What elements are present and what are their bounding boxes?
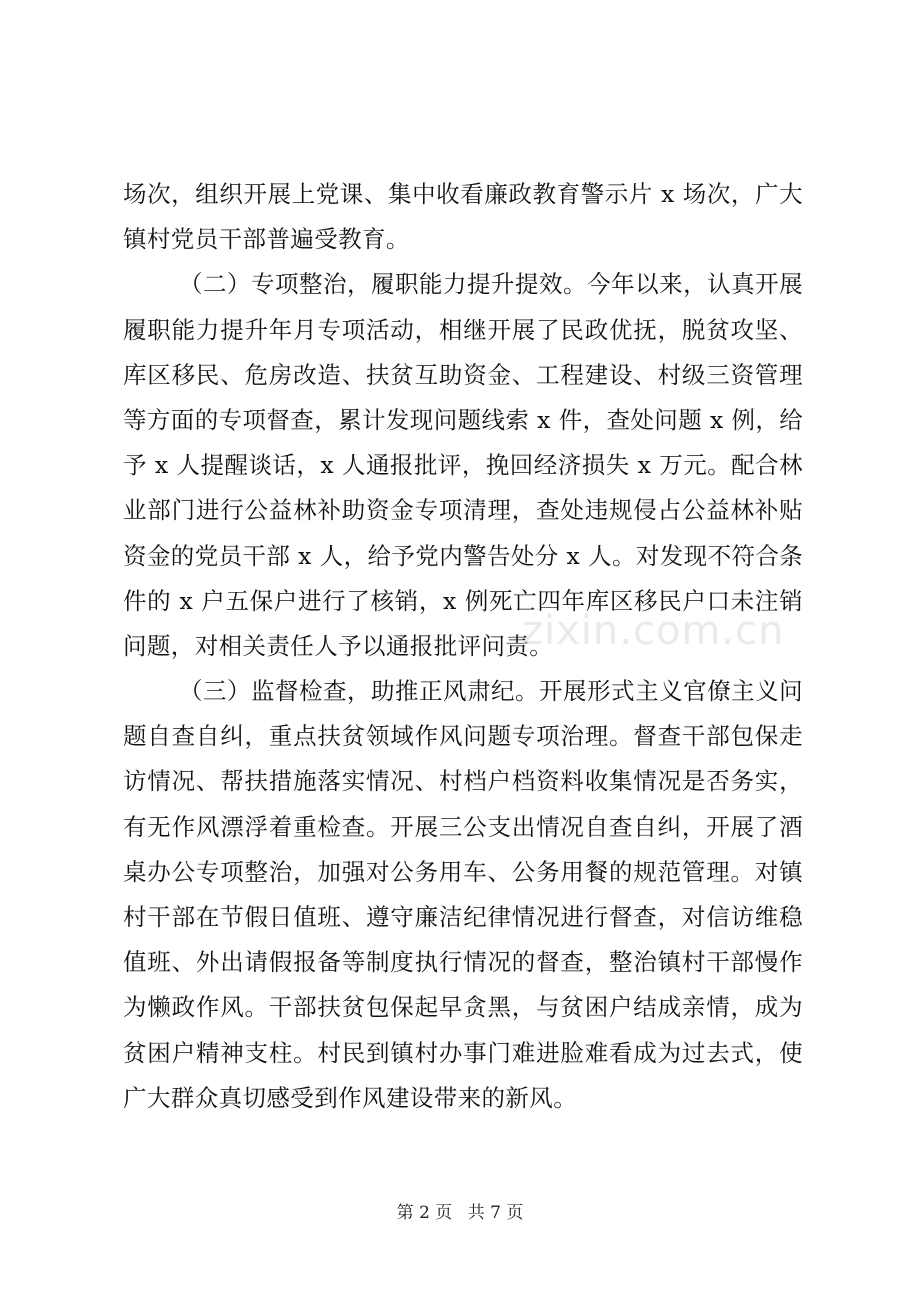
text-line: 有无作风漂浮着重检查。开展三公支出情况自查自纠，开展了酒 (123, 812, 803, 841)
text-line: 村干部在节假日值班、遵守廉洁纪律情况进行督查，对信访维稳 (123, 903, 803, 931)
text-line: 资金的党员干部 x 人，给予党内警告处分 x 人。对发现不符合条 (123, 541, 804, 570)
text-line: 桌办公专项整治，加强对公务用车、公务用餐的规范管理。对镇 (123, 857, 803, 886)
text-line: 题自查自纠，重点扶贫领域作风问题专项治理。督查干部包保走 (123, 722, 803, 751)
text-line: 件的 x 户五保户进行了核销，x 例死亡四年库区移民户口未注销 (123, 586, 803, 615)
page-number: 第 2 页 (396, 1203, 453, 1223)
watermark: zixin.com.cn (522, 608, 785, 654)
text-line: 场次，组织开展上党课、集中收看廉政教育警示片 x 场次，广大 (123, 180, 803, 208)
text-line: 业部门进行公益林补助资金专项清理，查处违规侵占公益林补贴 (123, 496, 803, 525)
text-line: 履职能力提升年月专项活动，相继开展了民政优抚，脱贫攻坚、 (123, 315, 803, 344)
text-line: 镇村党员干部普遍受教育。 (123, 225, 410, 254)
page-footer (0, 1198, 920, 1223)
text-line: 等方面的专项督查，累计发现问题线索 x 件，查处问题 x 例，给 (123, 405, 804, 434)
text-line: 广大群众真切感受到作风建设带来的新风。 (123, 1083, 578, 1112)
text-line: 贫困户精神支柱。村民到镇村办事门难进脸难看成为过去式，使 (123, 1038, 803, 1067)
text-line: 值班、外出请假报备等制度执行情况的督查，整治镇村干部慢作 (123, 948, 803, 977)
paragraph-start-line: （二）专项整治，履职能力提升提效。今年以来，认真开展 (179, 270, 803, 299)
text-line: 访情况、帮扶措施落实情况、村档户档资料收集情况是否务实， (123, 767, 803, 796)
text-line: 予 x 人提醒谈话，x 人通报批评，挽回经济损失 x 万元。配合林 (123, 451, 803, 480)
text-line: 库区移民、危房改造、扶贫互助资金、工程建设、村级三资管理 (123, 360, 803, 389)
text-line: 问题，对相关责任人予以通报批评问责。 (123, 631, 554, 660)
paragraph-start-line: （三）监督检查，助推正风肃纪。开展形式主义官僚主义问 (179, 677, 803, 706)
page-total: 共 7 页 (467, 1203, 524, 1223)
text-line: 为懒政作风。干部扶贫包保起早贪黑，与贫困户结成亲情，成为 (123, 993, 803, 1022)
